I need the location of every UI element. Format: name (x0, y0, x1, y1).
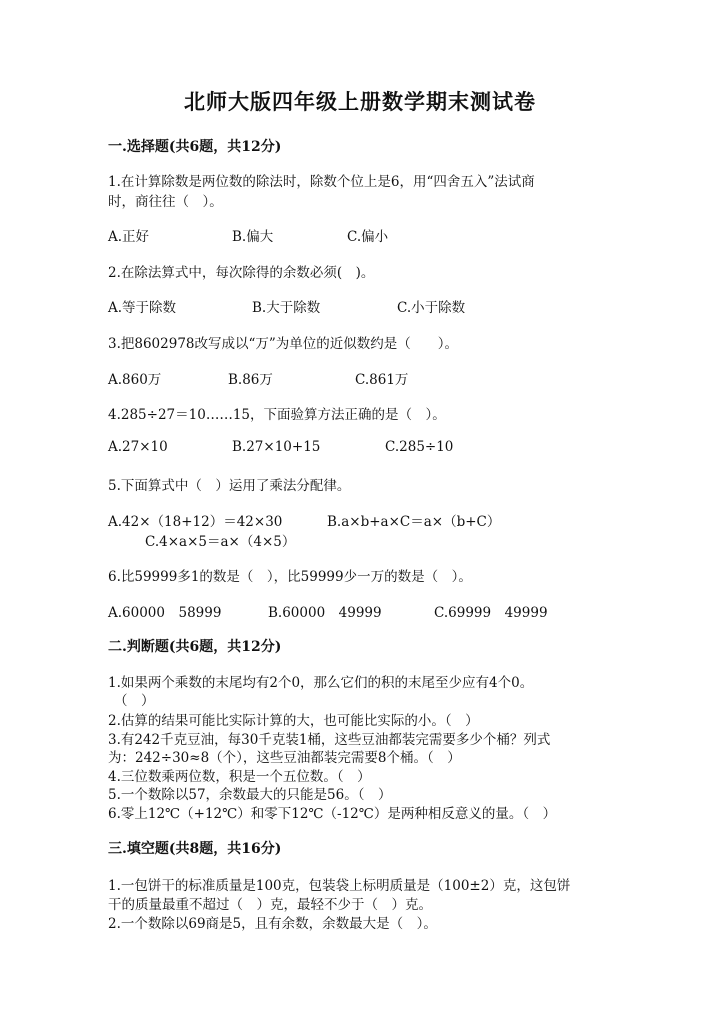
fill-line: 1.一包饼干的标准质量是100克，包装袋上标明质量是（100±2）克，这包饼 (108, 878, 571, 894)
section-heading-choice: 一.选择题(共6题，共12分) (108, 139, 282, 155)
q2-text: 2.在除法算式中，每次除得的余数必须( )。 (108, 265, 375, 281)
q1-option-c: C.偏小 (347, 229, 389, 245)
q1-text-line2: 时，商往往（ ）。 (108, 194, 223, 210)
page-title: 北师大版四年级上册数学期末测试卷 (184, 89, 536, 114)
q3-option-c: C.861万 (355, 372, 409, 388)
q1-option-b: B.偏大 (232, 229, 274, 245)
q3-option-b: B.86万 (228, 372, 273, 388)
q6-text: 6.比59999多1的数是（ ），比59999少一万的数是（ ）。 (108, 569, 472, 585)
q1-text-line1: 1.在计算除数是两位数的除法时，除数个位上是6，用“四舍五入”法试商 (108, 174, 535, 190)
q5-option-c: C.4×a×5＝a×（4×5） (145, 534, 296, 550)
q2-option-b: B.大于除数 (252, 300, 321, 316)
q4-text: 4.285÷27＝10……15，下面验算方法正确的是（ ）。 (108, 407, 446, 423)
fill-line: 干的质量最重不超过（ ）克，最轻不少于（ ）克。 (108, 897, 432, 913)
judge-line: 4.三位数乘两位数，积是一个五位数。（ ） (108, 769, 371, 785)
q3-option-a: A.860万 (108, 372, 162, 388)
q6-option-c: C.69999 49999 (434, 605, 548, 621)
fill-line: 2.一个数除以69商是5，且有余数，余数最大是（ ）。 (108, 916, 437, 932)
q6-option-b: B.60000 49999 (268, 605, 382, 621)
q4-option-b: B.27×10+15 (232, 439, 321, 455)
judge-line: 1.如果两个乘数的末尾均有2个0，那么它们的积的末尾至少应有4个0。 (108, 675, 534, 691)
judge-line: 为：242÷30≈8（个），这些豆油都装完需要8个桶。（ ） (108, 750, 461, 766)
q6-option-a: A.60000 58999 (108, 605, 222, 621)
q1-option-a: A.正好 (108, 229, 150, 245)
q5-option-b: B.a×b+a×C＝a×（b+C） (327, 514, 501, 530)
q4-option-a: A.27×10 (108, 439, 168, 455)
q4-option-c: C.285÷10 (385, 439, 454, 455)
q5-text: 5.下面算式中（ ）运用了乘法分配律。 (108, 478, 351, 494)
judge-line: 6.零上12℃（+12℃）和零下12℃（-12℃）是两种相反意义的量。（ ） (108, 806, 557, 822)
q2-option-c: C.小于除数 (397, 300, 466, 316)
q3-text: 3.把8602978改写成以“万”为单位的近似数约是（ ）。 (108, 336, 459, 352)
section-heading-judge: 二.判断题(共6题，共12分) (108, 639, 282, 655)
judge-line: （ ） (114, 693, 155, 709)
judge-line: 5.一个数除以57，余数最大的只能是56。（ ） (108, 787, 392, 803)
q5-option-a: A.42×（18+12）＝42×30 (108, 514, 283, 530)
judge-line: 2.估算的结果可能比实际计算的大，也可能比实际的小。（ ） (108, 713, 479, 729)
q2-option-a: A.等于除数 (108, 300, 177, 316)
judge-line: 3.有242千克豆油，每30千克装1桶，这些豆油都装完需要多少个桶？列式 (108, 732, 551, 748)
section-heading-fill: 三.填空题(共8题，共16分) (108, 841, 282, 857)
